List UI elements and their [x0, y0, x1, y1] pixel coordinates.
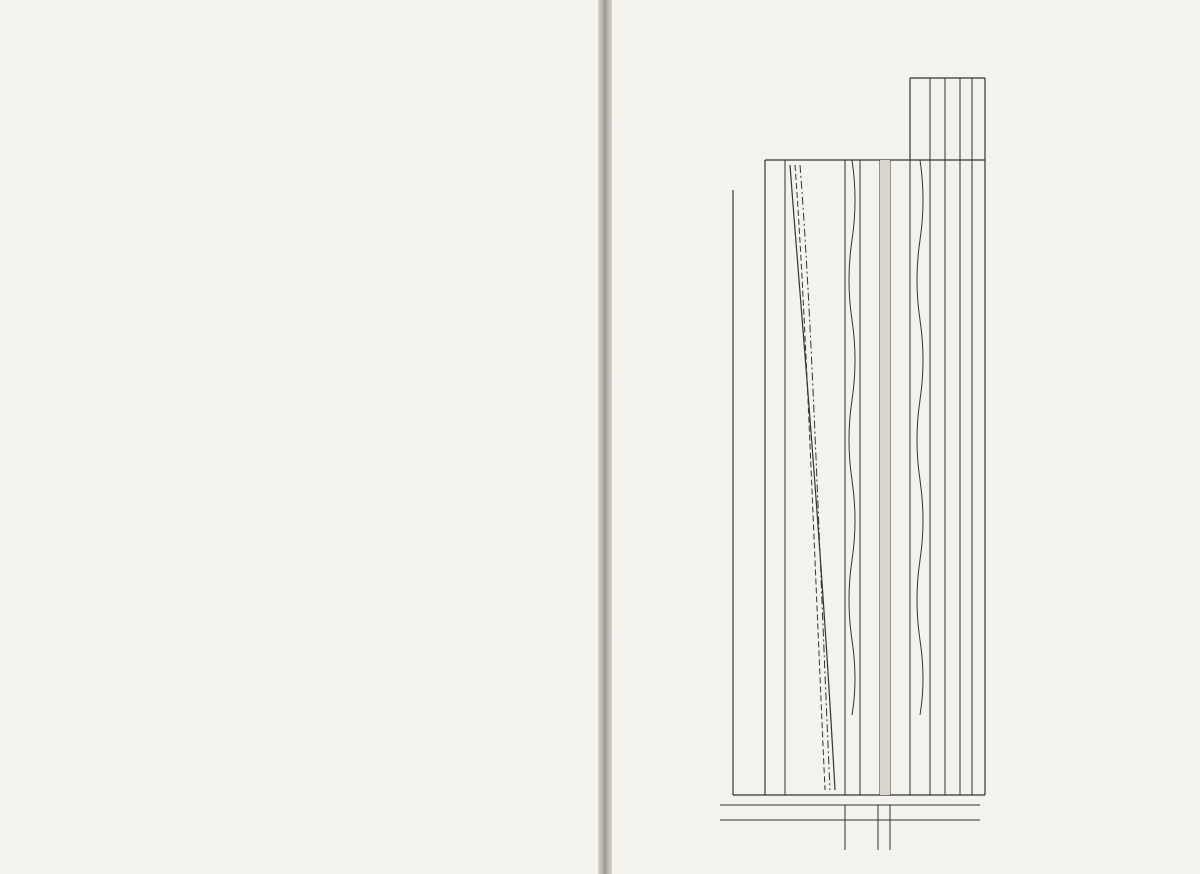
figure-caption	[1002, 242, 1112, 762]
layer-lines	[785, 78, 972, 795]
sand-layer	[880, 160, 890, 795]
water-table-curve	[795, 165, 825, 790]
z-dimension	[720, 805, 980, 850]
figure-frame	[733, 78, 985, 795]
layer-boundary-2	[917, 160, 923, 715]
drain-depth-curve	[800, 165, 830, 790]
ground-surface	[790, 165, 835, 790]
layer-boundary	[849, 160, 855, 715]
caption-text	[1002, 242, 1112, 762]
